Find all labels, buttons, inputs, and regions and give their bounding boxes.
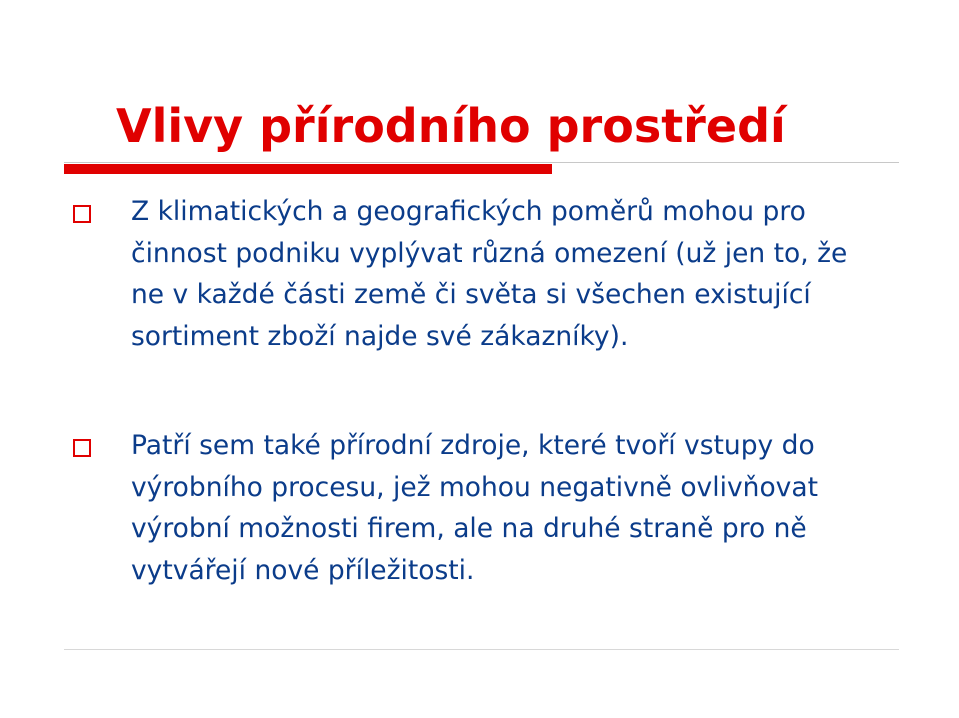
title-divider-thin (64, 162, 899, 163)
bullet-text: Patří sem také přírodní zdroje, které tvoří vstupy do výrobního procesu, jež mohou negativně ovlivňovat výrobní možnosti firem, ale na druhé straně pro ně vytvářejí nové příležitosti. (131, 430, 818, 586)
bullet-text: Z klimatických a geografických poměrů mohou pro činnost podniku vyplývat různá omezení (už jen to, že ne v každé části země či světa si všechen existující sortiment zboží najde své zákazníky). (131, 196, 848, 352)
footer-divider (64, 649, 899, 650)
slide-title: Vlivy přírodního prostředí (116, 99, 786, 153)
square-bullet-icon (73, 205, 91, 223)
title-divider-accent (64, 164, 552, 174)
square-bullet-icon (73, 439, 91, 457)
